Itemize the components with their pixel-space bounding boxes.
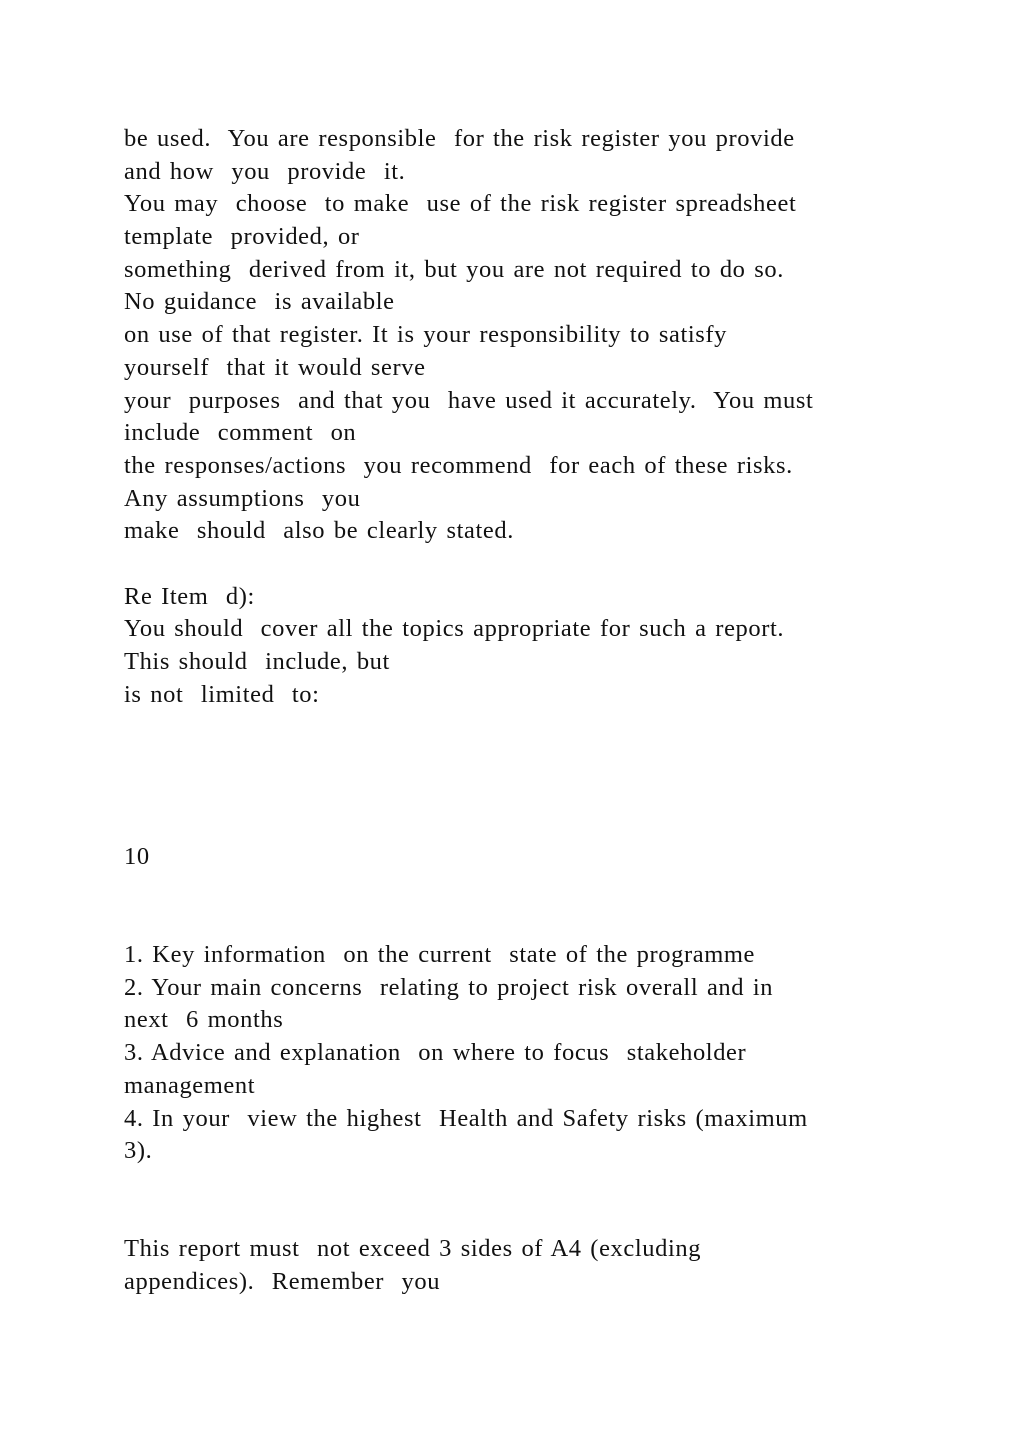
text-line: You should cover all the topics appropriate for such a report. [124,615,785,643]
text-line: something derived from it, but you are not required to do so. [124,255,784,283]
paragraph-report-limit [124,1233,904,1298]
list-item: management [124,1071,256,1099]
text-line: and how you provide it. [124,157,406,185]
list-item: 4. In your view the highest Health and Safety risks (maximum [124,1104,808,1132]
text-line: yourself that it would serve [124,353,426,381]
paragraph-item-d [124,581,904,712]
text-line: include comment on [124,419,357,447]
text-line: You may choose to make use of the risk register spreadsheet [124,190,797,218]
text-line: make should also be clearly stated. [124,517,514,545]
blank-line [124,548,904,581]
list-item: 3. Advice and explanation on where to focus stakeholder [124,1039,747,1067]
text-line: on use of that register. It is your responsibility to satisfy [124,321,728,349]
numbered-list [124,939,904,1168]
list-item: 1. Key information on the current state of the programme [124,941,756,969]
text-line: No guidance is available [124,288,395,316]
text-line: template provided, or [124,223,360,251]
text-line: This should include, but [124,648,390,675]
blank-space [124,1168,904,1233]
blank-space [124,711,904,841]
text-line: appendices). Remember you [124,1267,441,1295]
blank-space [124,874,904,939]
text-line: be used. You are responsible for the risk register you provide [124,125,795,152]
list-item: next 6 months [124,1006,284,1034]
document-body [124,123,904,1298]
page-number: 10 [124,843,150,871]
text-line: Re Item d): [124,582,255,610]
list-item: 3). [124,1137,153,1165]
text-line: is not limited to: [124,680,320,708]
text-line: the responses/actions you recommend for each of these risks. [124,451,793,479]
list-item: 2. Your main concerns relating to project risk overall and in [124,973,774,1001]
text-line: your purposes and that you have used it accurately. You must [124,386,814,414]
text-line: Any assumptions you [124,484,361,512]
text-line: This report must not exceed 3 sides of A4 (excluding [124,1234,702,1262]
paragraph-risk-register [124,123,904,548]
